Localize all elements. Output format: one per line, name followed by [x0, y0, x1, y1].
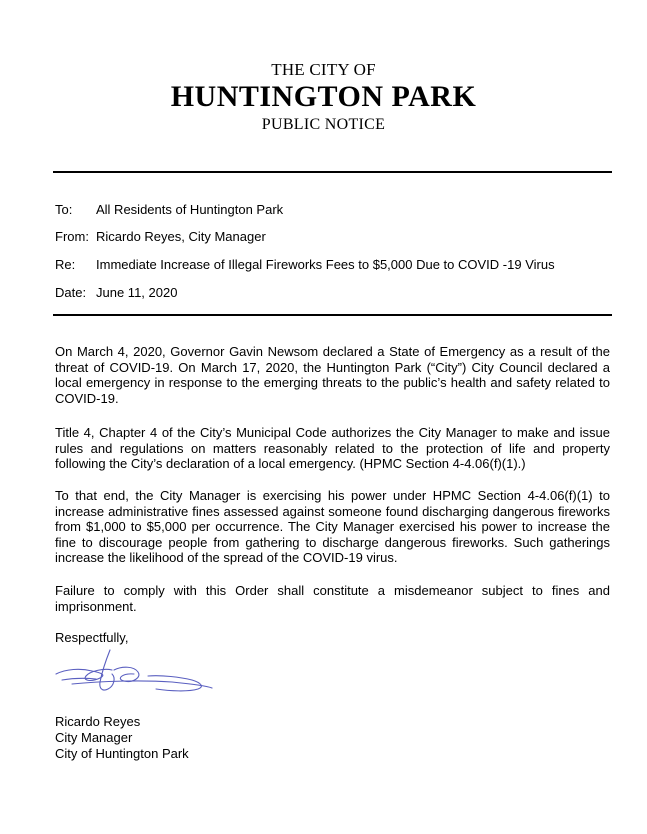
memo-from-value: Ricardo Reyes, City Manager	[96, 229, 266, 244]
header-public-notice: PUBLIC NOTICE	[261, 116, 386, 133]
signer-organization: City of Huntington Park	[55, 746, 189, 761]
memo-re-row	[55, 257, 555, 273]
memo-re-label: Re:	[55, 257, 76, 272]
signer-title: City Manager	[55, 730, 133, 745]
memo-date-value: June 11, 2020	[96, 285, 178, 300]
memo-from-row	[55, 229, 266, 245]
body-paragraph-2: Title 4, Chapter 4 of the City’s Municipal Code authorizes the City Manager to make and issue rules and regulations on matters reasonably related to the protection of life and property following the City’s declaration of a local emergency. (HPMC Section 4-4.06(f)(1).)	[55, 425, 610, 472]
header-city-of: THE CITY OF	[271, 60, 376, 79]
memo-re-value: Immediate Increase of Illegal Fireworks Fees to $5,000 Due to COVID -19 Virus	[96, 257, 555, 272]
memo-date-label: Date:	[55, 285, 87, 300]
body-paragraph-3: To that end, the City Manager is exercising his power under HPMC Section 4-4.06(f)(1) to increase administrative fines assessed against someone found discharging dangerous fireworks from $1,000 to $5,000 per occurrence. The City Manager exercised his power to increase the fine to discourage people from gathering to discharge dangerous fireworks. Such gatherings increase the likelihood of the spread of the COVID-19 virus.	[55, 488, 610, 566]
signer-name: Ricardo Reyes	[55, 714, 141, 729]
header-city-name: HUNTINGTON PARK	[170, 80, 477, 113]
closing-salutation: Respectfully,	[55, 630, 129, 645]
memo-to-label: To:	[55, 202, 73, 217]
bottom-divider	[53, 314, 612, 316]
memo-from-label: From:	[55, 229, 89, 244]
body-paragraph-1: On March 4, 2020, Governor Gavin Newsom declared a State of Emergency as a result of the threat of COVID-19. On March 17, 2020, the Huntington Park (“City”) City Council declared a local emergency in response to the emerging threats to the public’s health and safety related to COVID-19.	[55, 344, 610, 406]
top-divider	[53, 171, 612, 173]
memo-date-row	[55, 285, 178, 301]
body-paragraph-4: Failure to comply with this Order shall constitute a misdemeanor subject to fines and imprisonment.	[55, 583, 610, 614]
signature-image	[52, 648, 217, 700]
memo-to-row	[55, 202, 284, 218]
memo-to-value: All Residents of Huntington Park	[96, 202, 284, 217]
